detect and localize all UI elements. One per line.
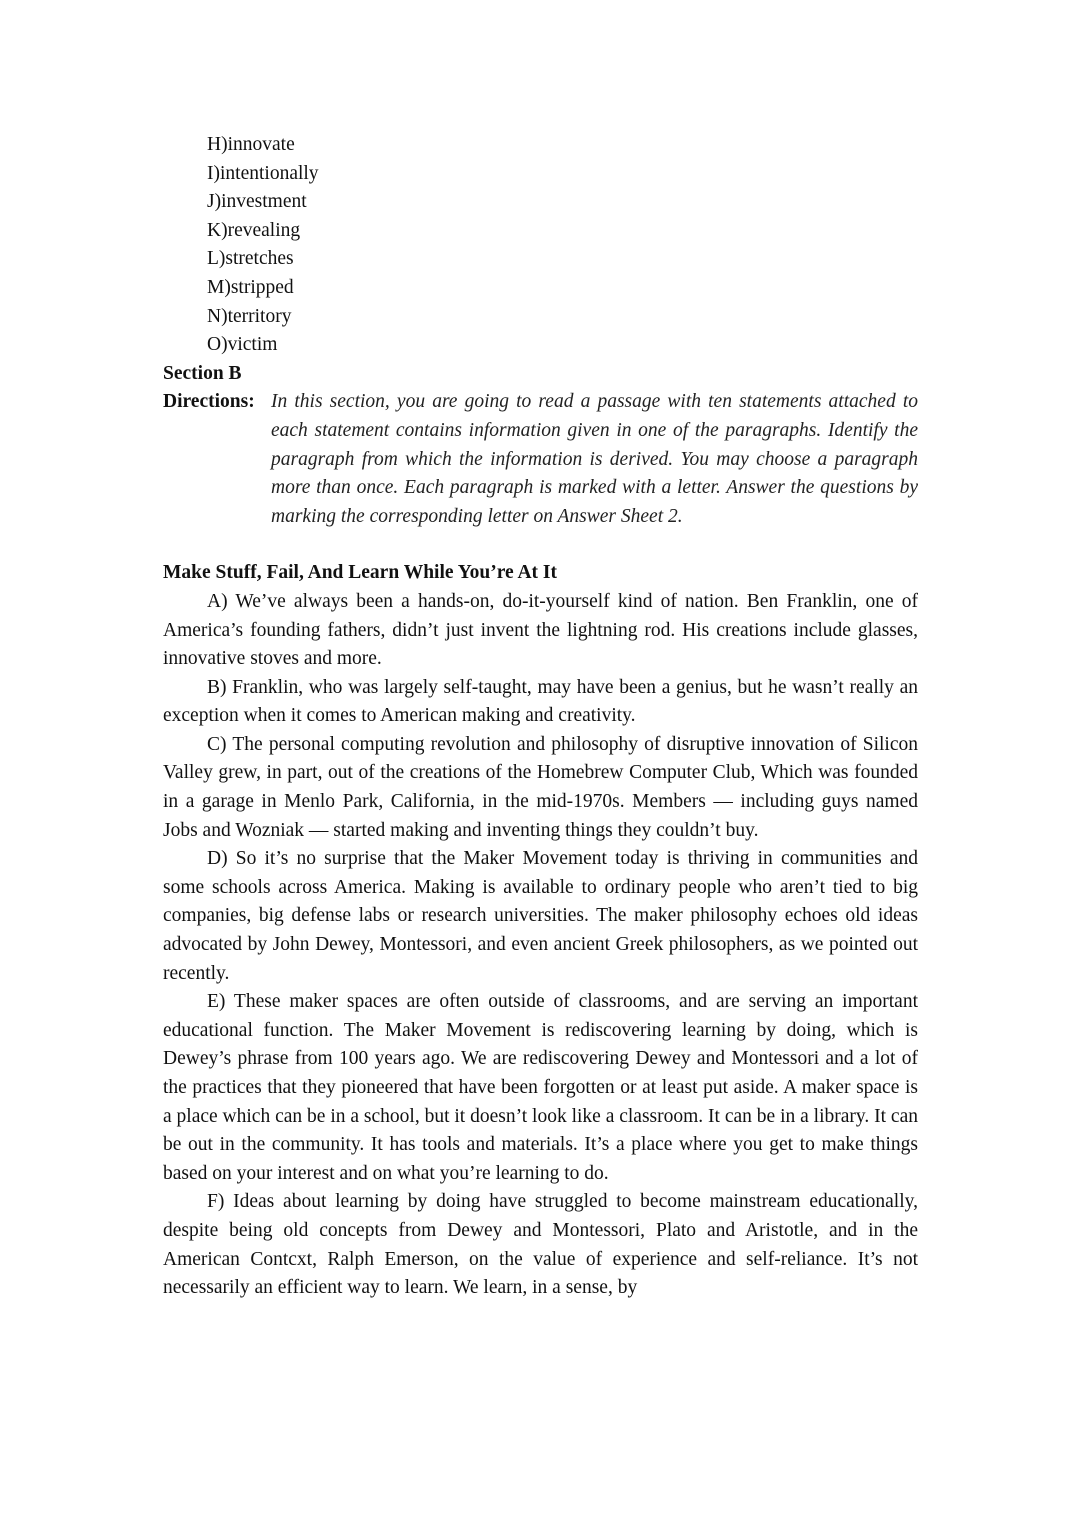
paragraph-d: D) So it’s no surprise that the Maker Movement today is thriving in communities and some schools across America. Making is available to ordinary people who aren’t tied to big companies, big defense labs or research universities. The maker philosophy echoes old ideas advocated by John Dewey, Montessori, and even ancient Greek philosophers, as we pointed out recently. — [163, 848, 918, 984]
answer-options-list — [163, 131, 918, 360]
option-h: H)innovate — [207, 134, 295, 155]
option-i: I)intentionally — [207, 162, 319, 184]
option-m: M)stripped — [207, 276, 294, 298]
option-l: L)stretches — [207, 248, 294, 270]
article-title: Make Stuff, Fail, And Learn While You’re At It — [163, 562, 557, 584]
directions-block — [163, 388, 918, 531]
paragraph-c: C) The personal computing revolution and philosophy of disruptive innovation of Silicon Valley grew, in part, out of the creations of the Homebrew Computer Club, Which was founded in a garage in Menlo Park, California, in the mid-1970s. Members — including guys named Jobs and Wozniak — started making and inventing things they couldn’t buy. — [163, 733, 918, 841]
option-o: O)victim — [207, 334, 278, 356]
paragraph-f: F) Ideas about learning by doing have struggled to become mainstream educationally, despite being old concepts from Dewey and Montessori, Plato and Aristotle, and in the American Contcxt, Ralph Emerson, on the value of experience and self-reliance. It’s not necessarily an efficient way to learn. We learn, in a sense, by — [163, 1191, 918, 1299]
paragraph-a: A) We’ve always been a hands-on, do-it-yourself kind of nation. Ben Franklin, one of America’s founding fathers, didn’t just invent the lightning rod. His creations include glasses, innovative stoves and more. — [163, 590, 918, 670]
option-k: K)revealing — [207, 219, 301, 241]
section-title: Section B — [163, 362, 242, 384]
paragraph-b: B) Franklin, who was largely self-taught, may have been a genius, but he wasn’t really an exception when it comes to American making and creativity. — [163, 676, 918, 727]
directions-label: Directions: — [163, 391, 255, 413]
paragraph-e: E) These maker spaces are often outside of classrooms, and are serving an important educational function. The Maker Movement is rediscovering learning by doing, which is Dewey’s phrase from 100 years ago. We are rediscovering Dewey and Montessori and a lot of the practices that they pioneered that have been forgotten or at least put aside. A maker space is a place which can be in a school, but it doesn’t look like a classroom. It can be in a library. It can be out in the community. It has tools and materials. It’s a place where you get to make things based on your interest and on what you’re learning to do. — [163, 991, 918, 1184]
option-n: N)territory — [207, 305, 292, 327]
option-j: J)investment — [207, 191, 307, 213]
document-page — [163, 131, 918, 1303]
directions-text: In this section, you are going to read a passage with ten statements attached to each statement contains information given in one of the paragraphs. Identify the paragraph from which the information is derived. You may choose a paragraph more than once. Each paragraph is marked with a letter. Answer the questions by marking the corresponding letter on Answer Sheet 2. — [271, 391, 918, 527]
